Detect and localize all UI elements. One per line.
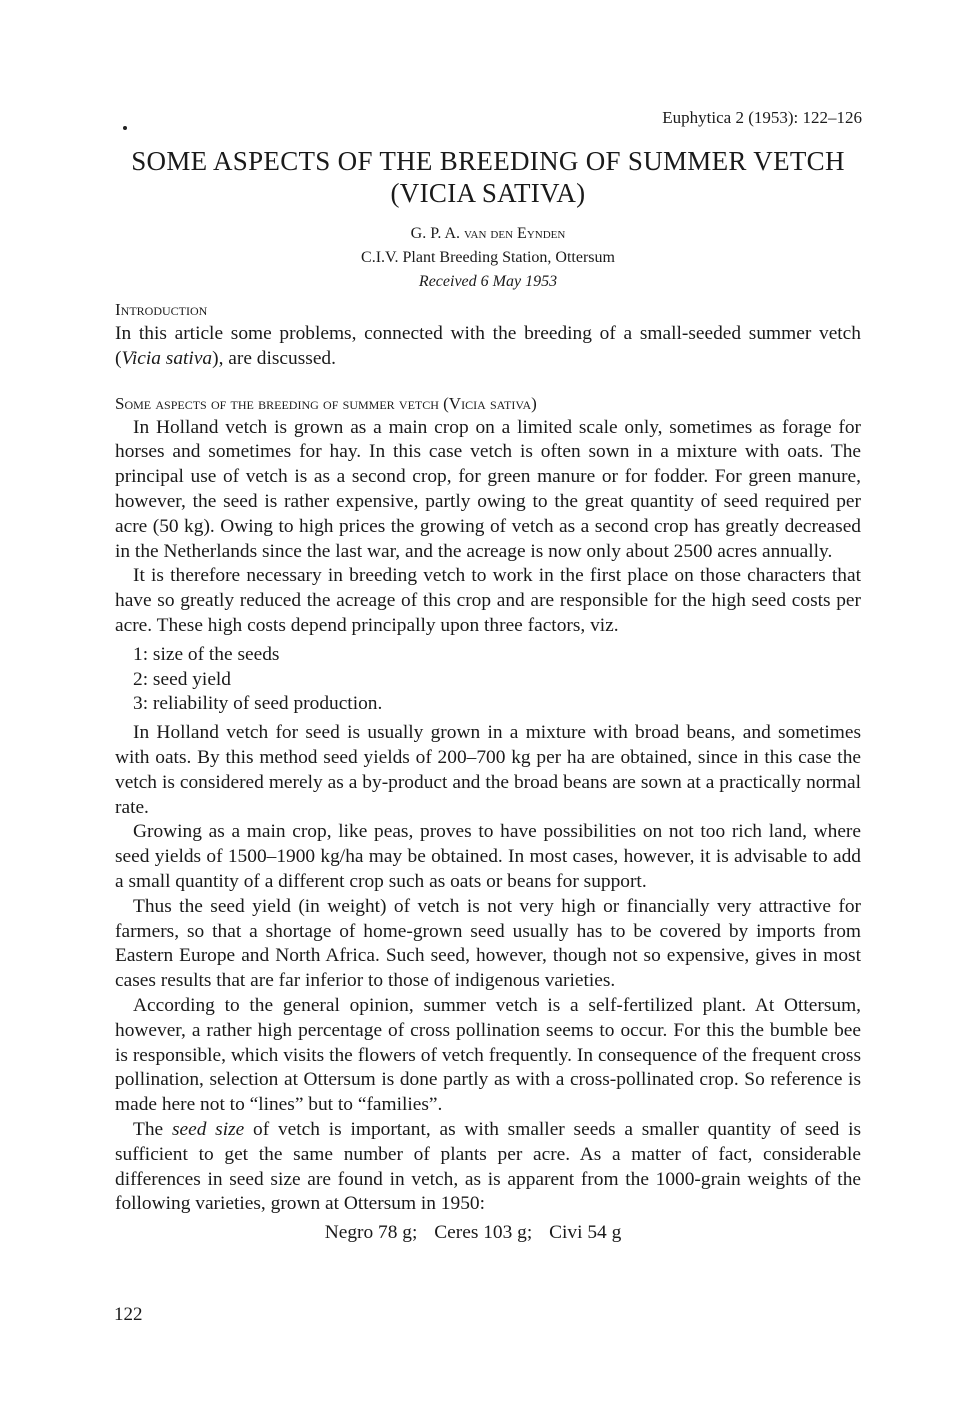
list-item: 1: size of the seeds [133,643,280,665]
paper-body [115,298,861,1246]
body-paragraph: It is therefore necessary in breeding vetch to work in the first place on those characters that have so greatly reduced the acreage of this crop and are responsible for the high seed costs per acre. These high costs depend principally upon three factors, viz. [115,565,861,636]
received-date: Received 6 May 1953 [418,273,558,290]
body-paragraph: In Holland vetch is grown as a main crop on a limited scale only, sometimes as forage for horses and sometimes for hay. In this case vetch is often sown in a mixture with oats. The principal use of vetch is as a second crop, for green manure or for fodder. For green manure, however, the seed is rather expensive, partly owing to the great quantity of seed required per acre (50 kg). Owing to high prices the growing of vetch as a second crop has greatly decreased in the Netherlands since the last war, and the acreage is now only about 2500 acres annually. [115,416,861,562]
body-paragraph: Thus the seed yield (in weight) of vetch is not very high or financially very attractive for farmers, so that a shortage of home-grown seed usually has to be covered by imports from Eastern Europe and North Africa. Such seed, however, though not so expensive, gives in most cases results that are far inferior to those of indigenous varieties. [115,895,861,992]
seed-size-paragraph: The seed size of vetch is important, as with smaller seeds a smaller quantity of seed is sufficient to get the same number of plants per acre. As a matter of fact, considerable differences in seed size are found in vetch, as is apparent from the 1000-grain weights of the following varieties, grown at Ottersum in 1950: [115,1118,862,1215]
list-item: 3: reliability of seed production. [133,693,383,715]
affiliation: C.I.V. Plant Breeding Station, Ottersum [361,249,615,266]
section-heading-introduction: Introduction [115,300,208,319]
weight-civi: Civi 54 g [549,1222,622,1244]
journal-reference: Euphytica 2 (1953): 122–126 [662,108,862,127]
title-line-1: SOME ASPECTS OF THE BREEDING OF SUMMER VETCH [131,146,845,176]
author-name: G. P. A. van den Eynden [410,225,566,242]
list-item: 2: seed yield [133,668,232,690]
section-heading-breeding: Some aspects of the breeding of summer vetch (Vicia sativa) [115,393,537,413]
weight-negro: Negro 78 g; [324,1222,418,1244]
factor-list [133,643,861,717]
title-line-2: (VICIA SATIVA) [390,178,586,208]
paper-meta [110,222,866,294]
body-paragraph: Growing as a main crop, like peas, proves to have possibilities on not too rich land, where seed yields of 1500–1900 kg/ha may be obtained. In most cases, however, it is advisable to add a small quantity of a different crop such as oats or beans for support. [115,821,861,892]
introduction-paragraph: In this article some problems, connected with the breeding of a small-seeded summer vetch (Vicia sativa), are discussed. [115,323,861,369]
body-paragraph: In Holland vetch for seed is usually grown in a mixture with broad beans, and sometimes with oats. By this method seed yields of 200–700 kg per ha are obtained, since in this case the vetch is considered merely as a by-product and the broad beans are sown at a practically normal rate. [115,722,861,818]
bullet-mark [123,126,127,130]
paper-title [110,145,866,209]
weight-ceres: Ceres 103 g; [434,1222,533,1244]
page-number: 122 [114,1304,143,1325]
grain-weights [115,1221,861,1246]
body-paragraph: According to the general opinion, summer vetch is a self-fertilized plant. At Ottersum, however, a rather high percentage of cross pollination seems to occur. For this the bumble bee is responsible, which visits the flowers of vetch frequently. In consequence of the frequent cross pollination, selection at Ottersum is done partly as with a cross-pollinated crop. So reference is made here not to “lines” but to “families”. [115,994,861,1116]
